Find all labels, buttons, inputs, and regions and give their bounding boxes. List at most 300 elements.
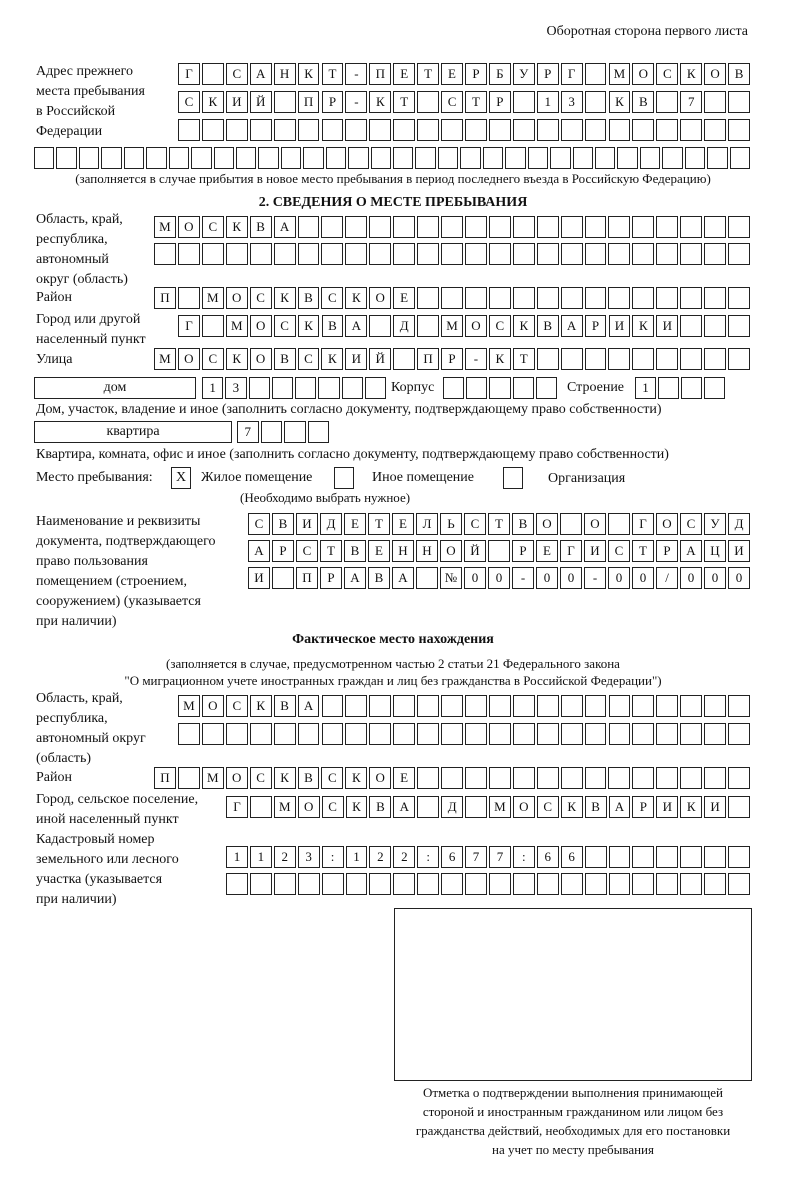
- char-cell[interactable]: Р: [322, 91, 344, 113]
- char-cell[interactable]: [640, 147, 660, 169]
- char-cell[interactable]: [154, 243, 176, 265]
- char-cell[interactable]: О: [178, 216, 200, 238]
- char-cell[interactable]: [680, 873, 702, 895]
- char-cell[interactable]: А: [345, 315, 367, 337]
- char-cell[interactable]: [321, 243, 343, 265]
- char-cell[interactable]: :: [322, 846, 344, 868]
- char-cell[interactable]: Г: [560, 540, 582, 562]
- char-cell[interactable]: [365, 377, 386, 399]
- char-cell[interactable]: 7: [465, 846, 487, 868]
- char-cell[interactable]: [202, 63, 224, 85]
- char-cell[interactable]: [585, 119, 607, 141]
- char-cell[interactable]: [728, 119, 750, 141]
- char-cell[interactable]: А: [609, 796, 631, 818]
- char-cell[interactable]: [595, 147, 615, 169]
- char-cell[interactable]: Т: [393, 91, 415, 113]
- char-cell[interactable]: Л: [416, 513, 438, 535]
- char-cell[interactable]: В: [368, 567, 390, 589]
- char-cell[interactable]: Р: [441, 348, 463, 370]
- char-cell[interactable]: К: [632, 315, 654, 337]
- char-cell[interactable]: 1: [635, 377, 656, 399]
- char-cell[interactable]: [561, 767, 583, 789]
- char-cell[interactable]: [178, 243, 200, 265]
- char-cell[interactable]: С: [250, 767, 272, 789]
- char-cell[interactable]: [656, 723, 678, 745]
- char-cell[interactable]: [609, 723, 631, 745]
- char-cell[interactable]: [124, 147, 144, 169]
- char-cell[interactable]: 1: [250, 846, 272, 868]
- char-cell[interactable]: [680, 348, 702, 370]
- char-cell[interactable]: 1: [537, 91, 559, 113]
- char-cell[interactable]: [656, 846, 678, 868]
- char-cell[interactable]: [258, 147, 278, 169]
- char-cell[interactable]: [34, 147, 54, 169]
- char-cell[interactable]: К: [680, 796, 702, 818]
- building-row[interactable]: [635, 377, 727, 399]
- char-cell[interactable]: [656, 91, 678, 113]
- char-cell[interactable]: [662, 147, 682, 169]
- char-cell[interactable]: [281, 147, 301, 169]
- char-cell[interactable]: [261, 421, 283, 443]
- char-cell[interactable]: [617, 147, 637, 169]
- char-cell[interactable]: [561, 287, 583, 309]
- char-cell[interactable]: П: [154, 767, 176, 789]
- char-cell[interactable]: К: [680, 63, 702, 85]
- char-cell[interactable]: А: [680, 540, 702, 562]
- char-cell[interactable]: Е: [392, 513, 414, 535]
- char-cell[interactable]: А: [344, 567, 366, 589]
- prev-address-row-1[interactable]: [178, 63, 752, 85]
- char-cell[interactable]: С: [250, 287, 272, 309]
- char-cell[interactable]: [704, 723, 726, 745]
- char-cell[interactable]: [250, 119, 272, 141]
- char-cell[interactable]: Е: [368, 540, 390, 562]
- actual-city-row[interactable]: [226, 796, 752, 818]
- actual-region-row-1[interactable]: [178, 695, 752, 717]
- char-cell[interactable]: [274, 91, 296, 113]
- char-cell[interactable]: А: [250, 63, 272, 85]
- char-cell[interactable]: [656, 767, 678, 789]
- char-cell[interactable]: [585, 723, 607, 745]
- char-cell[interactable]: [513, 91, 535, 113]
- char-cell[interactable]: [308, 421, 330, 443]
- char-cell[interactable]: [345, 695, 367, 717]
- char-cell[interactable]: 0: [680, 567, 702, 589]
- char-cell[interactable]: Г: [178, 63, 200, 85]
- char-cell[interactable]: И: [226, 91, 248, 113]
- char-cell[interactable]: Р: [585, 315, 607, 337]
- char-cell[interactable]: [441, 767, 463, 789]
- char-cell[interactable]: С: [489, 315, 511, 337]
- char-cell[interactable]: [728, 243, 750, 265]
- char-cell[interactable]: [369, 723, 391, 745]
- char-cell[interactable]: 7: [237, 421, 259, 443]
- char-cell[interactable]: А: [393, 796, 415, 818]
- char-cell[interactable]: М: [178, 695, 200, 717]
- char-cell[interactable]: [528, 147, 548, 169]
- char-cell[interactable]: Т: [322, 63, 344, 85]
- document-row-3[interactable]: [248, 567, 752, 589]
- char-cell[interactable]: И: [296, 513, 318, 535]
- char-cell[interactable]: [101, 147, 121, 169]
- char-cell[interactable]: [345, 216, 367, 238]
- char-cell[interactable]: [656, 287, 678, 309]
- char-cell[interactable]: К: [609, 91, 631, 113]
- apt-type-field[interactable]: квартира: [34, 421, 232, 443]
- char-cell[interactable]: [169, 147, 189, 169]
- char-cell[interactable]: К: [321, 348, 343, 370]
- char-cell[interactable]: [728, 695, 750, 717]
- char-cell[interactable]: [537, 119, 559, 141]
- char-cell[interactable]: [393, 216, 415, 238]
- char-cell[interactable]: [415, 147, 435, 169]
- char-cell[interactable]: [393, 723, 415, 745]
- place-option-residential-checkbox[interactable]: X: [171, 467, 191, 489]
- char-cell[interactable]: А: [274, 216, 296, 238]
- char-cell[interactable]: [573, 147, 593, 169]
- char-cell[interactable]: -: [465, 348, 487, 370]
- char-cell[interactable]: [585, 846, 607, 868]
- char-cell[interactable]: С: [226, 63, 248, 85]
- char-cell[interactable]: И: [728, 540, 750, 562]
- char-cell[interactable]: [369, 315, 391, 337]
- char-cell[interactable]: Т: [417, 63, 439, 85]
- char-cell[interactable]: М: [441, 315, 463, 337]
- char-cell[interactable]: [609, 119, 631, 141]
- char-cell[interactable]: [272, 377, 293, 399]
- char-cell[interactable]: [704, 216, 726, 238]
- char-cell[interactable]: П: [417, 348, 439, 370]
- char-cell[interactable]: [322, 695, 344, 717]
- char-cell[interactable]: [608, 513, 630, 535]
- char-cell[interactable]: [680, 723, 702, 745]
- char-cell[interactable]: [537, 348, 559, 370]
- street-row[interactable]: [154, 348, 752, 370]
- char-cell[interactable]: Р: [537, 63, 559, 85]
- char-cell[interactable]: [585, 216, 607, 238]
- char-cell[interactable]: [656, 119, 678, 141]
- char-cell[interactable]: С: [321, 767, 343, 789]
- char-cell[interactable]: [272, 567, 294, 589]
- char-cell[interactable]: [632, 723, 654, 745]
- char-cell[interactable]: П: [154, 287, 176, 309]
- district-row[interactable]: [154, 287, 752, 309]
- char-cell[interactable]: 0: [608, 567, 630, 589]
- char-cell[interactable]: [369, 873, 391, 895]
- char-cell[interactable]: В: [537, 315, 559, 337]
- char-cell[interactable]: [656, 695, 678, 717]
- char-cell[interactable]: [146, 147, 166, 169]
- char-cell[interactable]: [441, 287, 463, 309]
- char-cell[interactable]: [226, 723, 248, 745]
- char-cell[interactable]: [417, 119, 439, 141]
- char-cell[interactable]: [680, 315, 702, 337]
- char-cell[interactable]: О: [465, 315, 487, 337]
- char-cell[interactable]: Б: [489, 63, 511, 85]
- char-cell[interactable]: [465, 287, 487, 309]
- char-cell[interactable]: 0: [560, 567, 582, 589]
- char-cell[interactable]: [393, 147, 413, 169]
- char-cell[interactable]: [728, 91, 750, 113]
- char-cell[interactable]: С: [202, 348, 224, 370]
- char-cell[interactable]: [417, 695, 439, 717]
- char-cell[interactable]: О: [250, 348, 272, 370]
- char-cell[interactable]: [632, 767, 654, 789]
- char-cell[interactable]: [489, 695, 511, 717]
- char-cell[interactable]: [249, 377, 270, 399]
- char-cell[interactable]: М: [489, 796, 511, 818]
- char-cell[interactable]: [348, 147, 368, 169]
- char-cell[interactable]: [326, 147, 346, 169]
- char-cell[interactable]: В: [585, 796, 607, 818]
- char-cell[interactable]: [537, 873, 559, 895]
- char-cell[interactable]: [704, 377, 725, 399]
- char-cell[interactable]: [561, 216, 583, 238]
- char-cell[interactable]: [178, 767, 200, 789]
- char-cell[interactable]: [465, 723, 487, 745]
- char-cell[interactable]: [318, 377, 339, 399]
- char-cell[interactable]: С: [656, 63, 678, 85]
- char-cell[interactable]: Д: [393, 315, 415, 337]
- char-cell[interactable]: М: [202, 287, 224, 309]
- char-cell[interactable]: Н: [392, 540, 414, 562]
- char-cell[interactable]: О: [536, 513, 558, 535]
- char-cell[interactable]: Е: [393, 63, 415, 85]
- char-cell[interactable]: Е: [344, 513, 366, 535]
- char-cell[interactable]: [250, 243, 272, 265]
- char-cell[interactable]: [680, 287, 702, 309]
- char-cell[interactable]: К: [298, 315, 320, 337]
- char-cell[interactable]: [417, 287, 439, 309]
- char-cell[interactable]: В: [298, 287, 320, 309]
- char-cell[interactable]: [416, 567, 438, 589]
- char-cell[interactable]: [274, 873, 296, 895]
- char-cell[interactable]: 7: [680, 91, 702, 113]
- char-cell[interactable]: С: [608, 540, 630, 562]
- char-cell[interactable]: -: [512, 567, 534, 589]
- char-cell[interactable]: [250, 723, 272, 745]
- char-cell[interactable]: П: [298, 91, 320, 113]
- char-cell[interactable]: [438, 147, 458, 169]
- char-cell[interactable]: [441, 243, 463, 265]
- char-cell[interactable]: [704, 348, 726, 370]
- char-cell[interactable]: И: [248, 567, 270, 589]
- char-cell[interactable]: [609, 873, 631, 895]
- char-cell[interactable]: [704, 287, 726, 309]
- char-cell[interactable]: [704, 119, 726, 141]
- prev-address-row-3[interactable]: [178, 119, 752, 141]
- char-cell[interactable]: [513, 873, 535, 895]
- region-row-2[interactable]: [154, 243, 752, 265]
- char-cell[interactable]: [369, 119, 391, 141]
- char-cell[interactable]: -: [584, 567, 606, 589]
- char-cell[interactable]: [505, 147, 525, 169]
- char-cell[interactable]: [274, 723, 296, 745]
- char-cell[interactable]: [704, 873, 726, 895]
- prev-address-row-2[interactable]: [178, 91, 752, 113]
- char-cell[interactable]: [465, 119, 487, 141]
- char-cell[interactable]: [513, 695, 535, 717]
- char-cell[interactable]: [489, 377, 510, 399]
- apt-number-row[interactable]: [237, 421, 331, 443]
- char-cell[interactable]: А: [298, 695, 320, 717]
- char-cell[interactable]: [632, 348, 654, 370]
- char-cell[interactable]: [656, 873, 678, 895]
- char-cell[interactable]: [345, 119, 367, 141]
- char-cell[interactable]: [585, 695, 607, 717]
- char-cell[interactable]: В: [632, 91, 654, 113]
- char-cell[interactable]: [214, 147, 234, 169]
- char-cell[interactable]: [704, 767, 726, 789]
- char-cell[interactable]: Т: [513, 348, 535, 370]
- char-cell[interactable]: Р: [512, 540, 534, 562]
- char-cell[interactable]: 6: [537, 846, 559, 868]
- char-cell[interactable]: [609, 846, 631, 868]
- char-cell[interactable]: Н: [274, 63, 296, 85]
- char-cell[interactable]: [202, 315, 224, 337]
- char-cell[interactable]: [489, 723, 511, 745]
- char-cell[interactable]: К: [489, 348, 511, 370]
- char-cell[interactable]: 0: [632, 567, 654, 589]
- char-cell[interactable]: О: [704, 63, 726, 85]
- char-cell[interactable]: [465, 695, 487, 717]
- char-cell[interactable]: С: [296, 540, 318, 562]
- char-cell[interactable]: [465, 873, 487, 895]
- char-cell[interactable]: [728, 287, 750, 309]
- char-cell[interactable]: [704, 695, 726, 717]
- char-cell[interactable]: [226, 873, 248, 895]
- char-cell[interactable]: 1: [226, 846, 248, 868]
- char-cell[interactable]: [680, 767, 702, 789]
- char-cell[interactable]: [465, 216, 487, 238]
- char-cell[interactable]: 3: [298, 846, 320, 868]
- char-cell[interactable]: И: [704, 796, 726, 818]
- actual-region-row-2[interactable]: [178, 723, 752, 745]
- char-cell[interactable]: [680, 846, 702, 868]
- char-cell[interactable]: [513, 119, 535, 141]
- char-cell[interactable]: М: [226, 315, 248, 337]
- char-cell[interactable]: О: [226, 767, 248, 789]
- char-cell[interactable]: В: [344, 540, 366, 562]
- char-cell[interactable]: 2: [274, 846, 296, 868]
- char-cell[interactable]: [728, 796, 750, 818]
- char-cell[interactable]: [585, 767, 607, 789]
- char-cell[interactable]: [346, 873, 368, 895]
- char-cell[interactable]: Е: [536, 540, 558, 562]
- char-cell[interactable]: Ь: [440, 513, 462, 535]
- char-cell[interactable]: [656, 216, 678, 238]
- char-cell[interactable]: -: [345, 63, 367, 85]
- char-cell[interactable]: [513, 723, 535, 745]
- char-cell[interactable]: [303, 147, 323, 169]
- char-cell[interactable]: И: [656, 796, 678, 818]
- city-row[interactable]: [178, 315, 752, 337]
- char-cell[interactable]: [441, 695, 463, 717]
- document-row-1[interactable]: [248, 513, 752, 535]
- char-cell[interactable]: И: [584, 540, 606, 562]
- char-cell[interactable]: О: [513, 796, 535, 818]
- char-cell[interactable]: П: [369, 63, 391, 85]
- char-cell[interactable]: С: [537, 796, 559, 818]
- char-cell[interactable]: [561, 695, 583, 717]
- char-cell[interactable]: О: [178, 348, 200, 370]
- char-cell[interactable]: [585, 287, 607, 309]
- char-cell[interactable]: К: [226, 216, 248, 238]
- char-cell[interactable]: Д: [320, 513, 342, 535]
- prev-address-row-4[interactable]: [34, 147, 752, 169]
- char-cell[interactable]: В: [298, 767, 320, 789]
- char-cell[interactable]: [536, 377, 557, 399]
- char-cell[interactable]: Е: [441, 63, 463, 85]
- char-cell[interactable]: К: [561, 796, 583, 818]
- char-cell[interactable]: [656, 348, 678, 370]
- char-cell[interactable]: [632, 287, 654, 309]
- char-cell[interactable]: [202, 119, 224, 141]
- char-cell[interactable]: [561, 119, 583, 141]
- char-cell[interactable]: [537, 216, 559, 238]
- house-number-row[interactable]: [202, 377, 388, 399]
- char-cell[interactable]: О: [226, 287, 248, 309]
- char-cell[interactable]: [632, 846, 654, 868]
- char-cell[interactable]: [704, 243, 726, 265]
- char-cell[interactable]: [441, 119, 463, 141]
- char-cell[interactable]: [681, 377, 702, 399]
- char-cell[interactable]: [489, 216, 511, 238]
- char-cell[interactable]: [608, 243, 630, 265]
- char-cell[interactable]: [322, 119, 344, 141]
- char-cell[interactable]: 6: [441, 846, 463, 868]
- char-cell[interactable]: [680, 216, 702, 238]
- char-cell[interactable]: М: [154, 216, 176, 238]
- char-cell[interactable]: О: [298, 796, 320, 818]
- char-cell[interactable]: [537, 723, 559, 745]
- char-cell[interactable]: К: [369, 91, 391, 113]
- char-cell[interactable]: К: [274, 287, 296, 309]
- char-cell[interactable]: [483, 147, 503, 169]
- char-cell[interactable]: 2: [393, 846, 415, 868]
- char-cell[interactable]: [550, 147, 570, 169]
- char-cell[interactable]: 3: [561, 91, 583, 113]
- char-cell[interactable]: Т: [320, 540, 342, 562]
- char-cell[interactable]: 3: [225, 377, 246, 399]
- char-cell[interactable]: [632, 216, 654, 238]
- char-cell[interactable]: [728, 216, 750, 238]
- char-cell[interactable]: [284, 421, 306, 443]
- char-cell[interactable]: И: [609, 315, 631, 337]
- char-cell[interactable]: Д: [728, 513, 750, 535]
- char-cell[interactable]: [298, 873, 320, 895]
- char-cell[interactable]: А: [248, 540, 270, 562]
- char-cell[interactable]: [560, 513, 582, 535]
- char-cell[interactable]: 1: [202, 377, 223, 399]
- char-cell[interactable]: В: [274, 348, 296, 370]
- char-cell[interactable]: Р: [465, 63, 487, 85]
- char-cell[interactable]: [441, 723, 463, 745]
- char-cell[interactable]: [202, 723, 224, 745]
- char-cell[interactable]: [728, 846, 750, 868]
- document-row-2[interactable]: [248, 540, 752, 562]
- char-cell[interactable]: [342, 377, 363, 399]
- char-cell[interactable]: [295, 377, 316, 399]
- char-cell[interactable]: [345, 723, 367, 745]
- char-cell[interactable]: Г: [632, 513, 654, 535]
- char-cell[interactable]: [537, 287, 559, 309]
- char-cell[interactable]: С: [321, 287, 343, 309]
- char-cell[interactable]: [707, 147, 727, 169]
- char-cell[interactable]: [460, 147, 480, 169]
- place-option-organization-checkbox[interactable]: [503, 467, 523, 489]
- char-cell[interactable]: [417, 315, 439, 337]
